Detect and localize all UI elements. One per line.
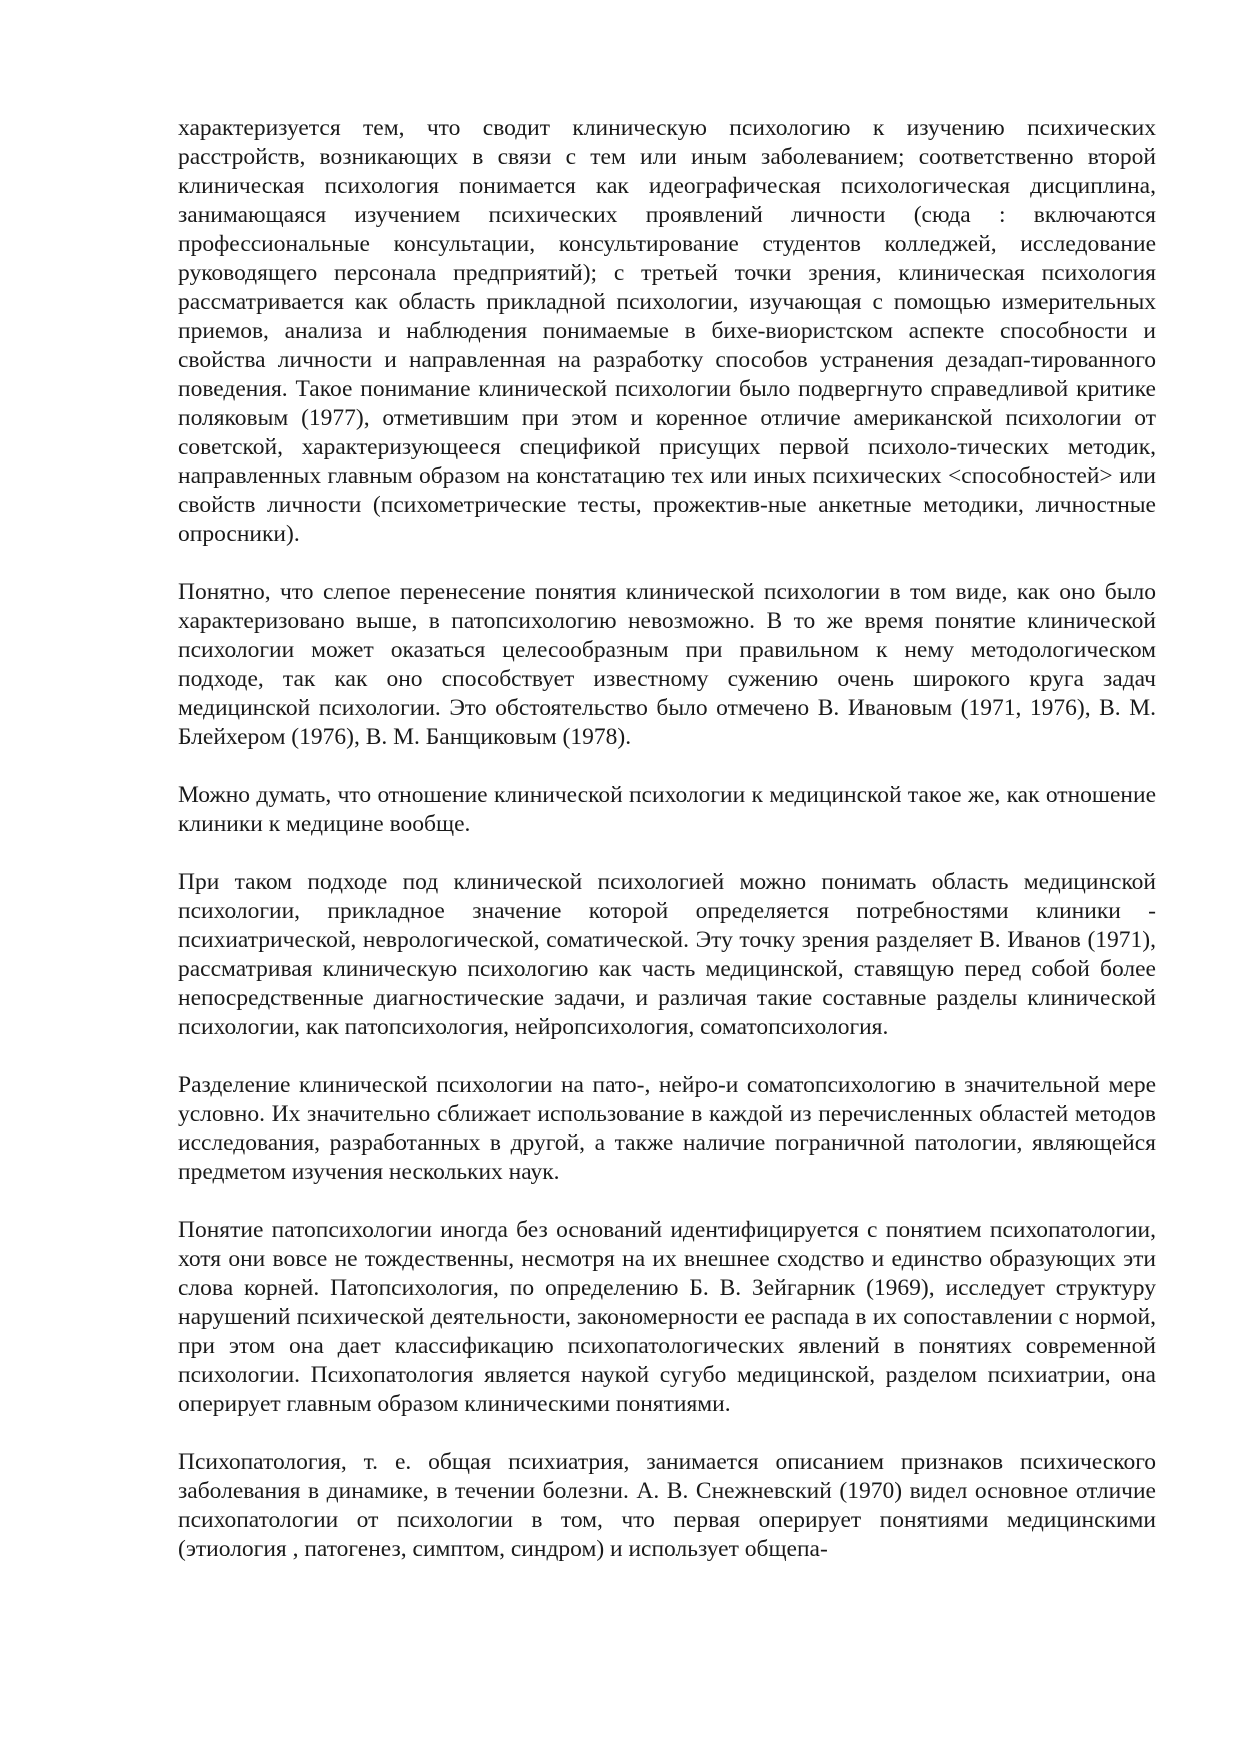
paragraph-6: Понятие патопсихологии иногда без оснований идентифицируется с понятием психопатологии, хотя они вовсе не тождественны, несмотря на их внешнее сходство и единство образующих эти слова корней. Патопсихология, по определению Б. В. Зейгарник (1969), исследует структуру нарушений психической деятельности, закономерности ее распада в их сопоставлении с нормой, при этом она дает классификацию психопатологических явлений в понятиях современной психологии. Психопатология является наукой сугубо медицинской, разделом психиатрии, она оперирует главным образом клиническими понятиями. [178,1217,1156,1417]
paragraph-3: Можно думать, что отношение клинической психологии к медицинской такое же, как отношение клиники к медицине вообще. [178,782,1156,837]
text-column [178,114,1156,1564]
paragraph-1: характеризуется тем, что сводит клиническую психологию к изучению психических расстройств, возникающих в связи с тем или иным заболеванием; соответственно второй клиническая психология понимается как идеографическая психологическая дисциплина, занимающаяся изучением психических проявлений личности (сюда : включаются профессиональные консультации, консультирование студентов колледжей, исследование руководящего персонала предприятий); с третьей точки зрения, клиническая психология рассматривается как область прикладной психологии, изучающая с помощью измерительных приемов, анализа и наблюдения понимаемые в бихе-виористском аспекте способности и свойства личности и направленная на разработку способов устранения дезадап-тированного поведения. Такое понимание клинической психологии было подвергнуто справедливой критике поляковым (1977), отметившим при этом и коренное отличие американской психологии от советской, характеризующееся спецификой присущих первой психоло-тических методик, направленных главным образом на констатацию тех или иных психических <способностей> или свойств личности (психометрические тесты, прожектив-ные анкетные методики, личностные опросники). [178,115,1156,547]
paragraph-2: Понятно, что слепое перенесение понятия клинической психологии в том виде, как оно было характеризовано выше, в патопсихологию невозможно. В то же время понятие клинической психологии может оказаться целесообразным при правильном к нему методологическом подходе, так как оно способствует известному сужению очень широкого круга задач медицинской психологии. Это обстоятельство было отмечено В. Ивановым (1971, 1976), В. М. Блейхером (1976), В. М. Банщиковым (1978). [178,579,1156,750]
paragraph-5: Разделение клинической психологии на пато-, нейро-и соматопсихологию в значительной мере условно. Их значительно сближает использование в каждой из перечисленных областей методов исследования, разработанных в другой, а также наличие пограничной патологии, являющейся предметом изучения нескольких наук. [178,1072,1156,1185]
paragraph-7: Психопатология, т. е. общая психиатрия, занимается описанием признаков психического заболевания в динамике, в течении болезни. А. В. Снежневский (1970) видел основное отличие психопатологии от психологии в том, что первая оперирует понятиями медицинскими (этиология , патогенез, симптом, синдром) и использует общепа- [178,1449,1156,1562]
paragraph-4: При таком подходе под клинической психологией можно понимать область медицинской психологии, прикладное значение которой определяется потребностями клиники - психиатрической, неврологической, соматической. Эту точку зрения разделяет В. Иванов (1971), рассматривая клиническую психологию как часть медицинской, ставящую перед собой более непосредственные диагностические задачи, и различая такие составные разделы клинической психологии, как патопсихология, нейропсихология, соматопсихология. [178,869,1156,1040]
